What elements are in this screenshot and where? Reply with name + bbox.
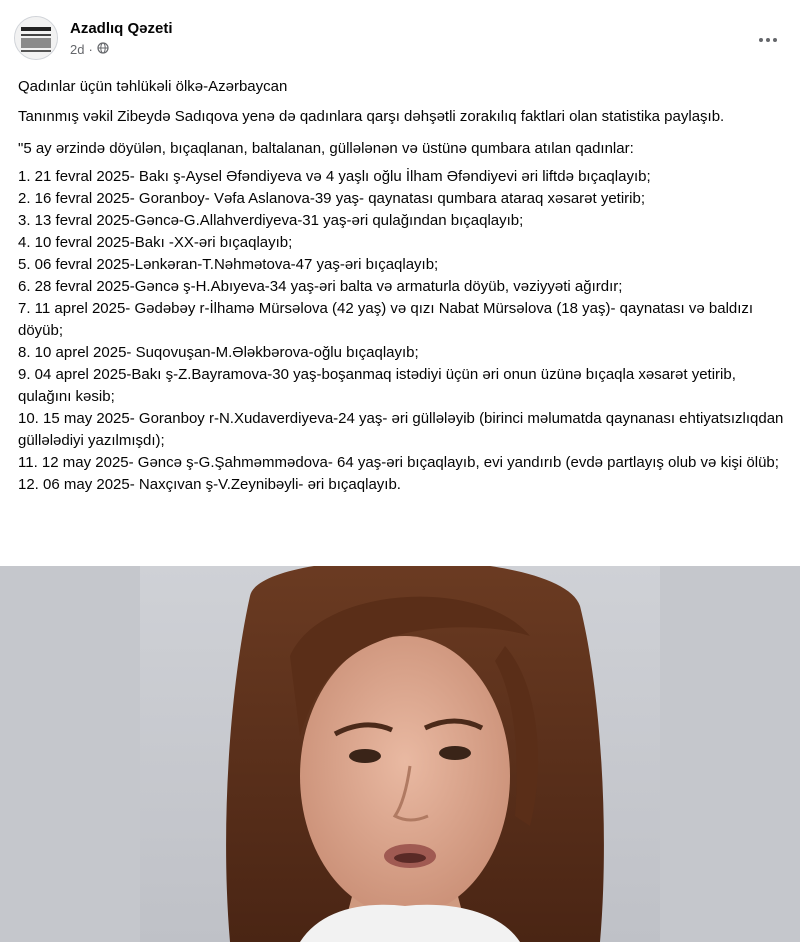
list-item: 1. 21 fevral 2025- Bakı ş-Aysel Əfəndiyeva və 4 yaşlı oğlu İlham Əfəndiyevi əri liftdə bıçaqlayıb;	[18, 168, 651, 185]
list-item: 9. 04 aprel 2025-Bakı ş-Z.Bayramova-30 yaş-boşanmaq istədiyi üçün əri onun üzünə bıçaqla xəsarət yetirib, qulağını kəsib;	[18, 366, 736, 405]
incident-list	[18, 166, 786, 496]
quote-intro: "5 ay ərzində döyülən, bıçaqlanan, baltalanan, güllələnən və üstünə qumbara atılan qadınlar:	[18, 140, 634, 157]
post-title: Qadınlar üçün təhlükəli ölkə-Azərbaycan	[18, 78, 288, 95]
list-item: 2. 16 fevral 2025- Goranboy- Vəfa Aslanova-39 yaş- qaynatası qumbara ataraq xəsarət yetirib;	[18, 190, 646, 207]
post-meta	[70, 42, 109, 57]
globe-icon[interactable]	[97, 42, 109, 57]
dot-separator: ·	[88, 42, 93, 57]
post-time[interactable]: 2d	[70, 42, 85, 57]
more-options-icon	[758, 37, 778, 43]
more-options-button[interactable]	[750, 22, 786, 58]
list-item: 6. 28 fevral 2025-Gəncə ş-H.Abıyeva-34 yaş-əri balta və armaturla döyüb, vəziyyəti ağırdır;	[18, 278, 623, 295]
list-item: 7. 11 aprel 2025- Gədəbəy r-İlhamə Mürsəlova (42 yaş) və qızı Nabat Mürsəlova (18 yaş)- qaynatası və baldızı döyüb;	[18, 300, 754, 339]
author-name[interactable]: Azadlıq Qəzeti	[70, 20, 173, 37]
list-item: 11. 12 may 2025- Gəncə ş-G.Şahməmmədova- 64 yaş-əri bıçaqlayıb, evi yandırıb (evdə partlayış olub və kişi ölüb;	[18, 454, 779, 471]
list-item: 3. 13 fevral 2025-Gəncə-G.Allahverdiyeva-31 yaş-əri qulağından bıçaqlayıb;	[18, 212, 524, 229]
page-avatar[interactable]	[14, 16, 58, 60]
list-item: 10. 15 may 2025- Goranboy r-N.Xudaverdiyeva-24 yaş- əri güllələyib (birinci məlumatda qaynanası ehtiyatsızlıqdan güllələdiyi yazılmışdı);	[18, 410, 784, 449]
post-intro: Tanınmış vəkil Zibeydə Sadıqova yenə də qadınlara qarşı dəhşətli zorakılıq faktlari olan statistika paylaşıb.	[18, 108, 725, 125]
list-item: 5. 06 fevral 2025-Lənkəran-T.Nəhmətova-47 yaş-əri bıçaqlayıb;	[18, 256, 439, 273]
list-item: 8. 10 aprel 2025- Suqovuşan-M.Ələkbərova-oğlu bıçaqlayıb;	[18, 344, 419, 361]
list-item: 4. 10 fevral 2025-Bakı -XX-əri bıçaqlayıb;	[18, 234, 293, 251]
post-text	[18, 76, 786, 496]
post-header	[0, 0, 800, 72]
list-item: 12. 06 may 2025- Naxçıvan ş-V.Zeynibəyli- əri bıçaqlayıb.	[18, 476, 401, 493]
post-photo[interactable]	[0, 566, 800, 942]
